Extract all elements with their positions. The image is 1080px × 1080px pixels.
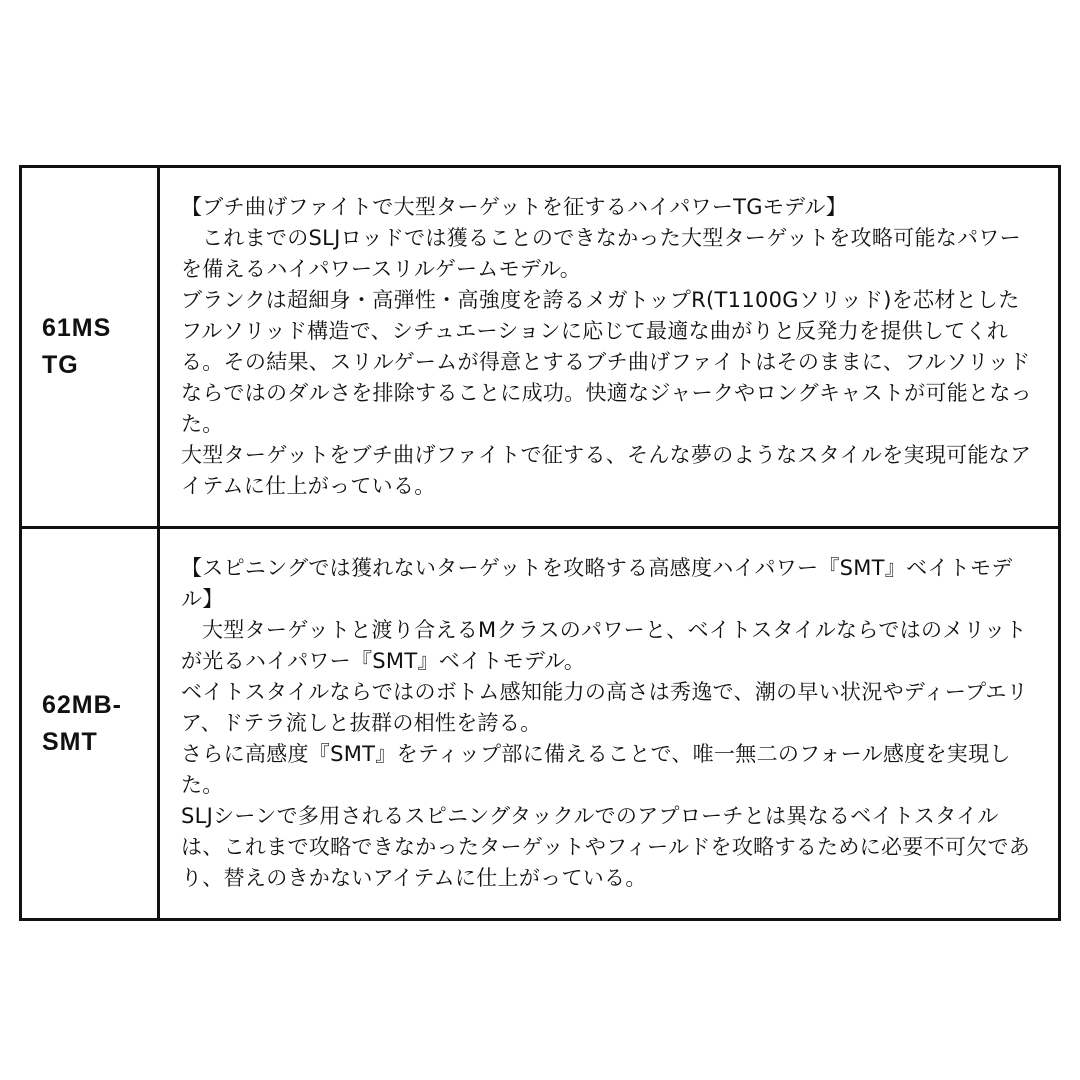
- description-paragraph: さらに高感度『SMT』をティップ部に備えることで、唯一無二のフォール感度を実現した。: [181, 742, 1011, 797]
- description-heading: 【スピニングでは獲れないターゲットを攻略する高感度ハイパワー『SMT』ベイトモデル】: [181, 556, 1013, 611]
- table-row: [21, 528, 1060, 920]
- description-paragraph: SLJシーンで多用されるスピニングタックルでのアプローチとは異なるベイトスタイルは、これまで攻略できなかったターゲットやフィールドを攻略するために必要不可欠であり、替えのきかないアイテムに仕上がっている。: [181, 804, 1031, 890]
- model-name-line: SMT: [42, 727, 98, 756]
- model-name-cell: [21, 167, 159, 528]
- model-name-line: TG: [42, 351, 79, 379]
- table-row: [21, 167, 1060, 528]
- description-heading: 【ブチ曲げファイトで大型ターゲットを征するハイパワーTGモデル】: [181, 195, 847, 219]
- description-paragraph: これまでのSLJロッドでは獲ることのできなかった大型ターゲットを攻略可能なパワーを備えるハイパワースリルゲームモデル。: [181, 226, 1021, 281]
- description-cell: [159, 528, 1060, 920]
- model-name-line: 62MB-: [42, 690, 123, 719]
- description-paragraph: ブランクは超細身・高弾性・高強度を誇るメガトップR(T1100Gソリッド)を芯材としたフルソリッド構造で、シチュエーションに応じて最適な曲がりと反発力を提供してくれる。その結果、スリルゲームが得意とするブチ曲げファイトはそのままに、フルソリッドならではのダルさを排除することに成功。快適なジャークやロングキャストが可能となった。: [181, 288, 1032, 436]
- spec-table: [19, 165, 1061, 921]
- model-name-line: 61MS: [42, 314, 112, 342]
- description-cell: [159, 167, 1060, 528]
- description-paragraph: 大型ターゲットをブチ曲げファイトで征する、そんな夢のようなスタイルを実現可能なアイテムに仕上がっている。: [181, 443, 1032, 498]
- description-paragraph: 大型ターゲットと渡り合えるMクラスのパワーと、ベイトスタイルならではのメリットが光るハイパワー『SMT』ベイトモデル。: [181, 618, 1027, 673]
- description-paragraph: ベイトスタイルならではのボトム感知能力の高さは秀逸で、潮の早い状況やディープエリア、ドテラ流しと抜群の相性を誇る。: [181, 680, 1028, 735]
- model-name-cell: [21, 528, 159, 920]
